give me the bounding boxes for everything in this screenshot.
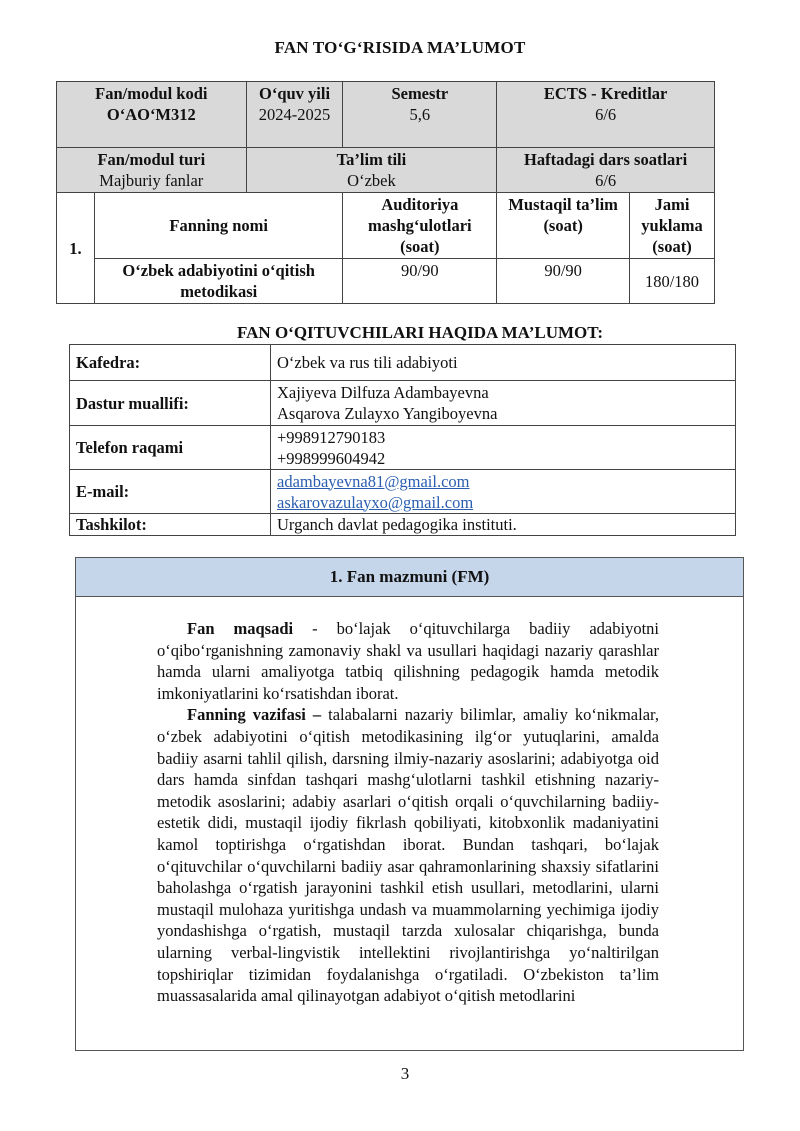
language-value: O‘zbek: [347, 171, 396, 190]
semester-value: 5,6: [409, 105, 431, 124]
auditorium-header: [343, 193, 497, 259]
phone-1: +998912790183: [277, 427, 386, 447]
subject-name-label: Fanning nomi: [169, 216, 268, 235]
module-type-cell: [57, 148, 247, 193]
independent-header: [497, 193, 630, 259]
phone-label: Telefon raqami: [70, 426, 271, 470]
academic-year-cell: [246, 82, 343, 148]
course-content-text: [157, 618, 659, 1007]
total-header: [630, 193, 715, 259]
module-code-cell: [57, 82, 247, 148]
auditorium-value: 90/90: [401, 261, 439, 280]
module-code-label: Fan/modul kodi: [95, 84, 208, 103]
total-value: 180/180: [644, 271, 700, 291]
organization-label: Tashkilot:: [70, 514, 271, 536]
author-cell: [271, 381, 736, 426]
page-heading: FAN TO‘G‘RISIDA MA’LUMOT: [274, 38, 526, 57]
weekly-hours-cell: [497, 148, 715, 193]
course-content-heading: 1. Fan mazmuni (FM): [76, 558, 743, 597]
auditorium-cell: [343, 259, 497, 304]
semester-cell: [343, 82, 497, 148]
language-label: Ta’lim tili: [336, 150, 407, 169]
email-link-1[interactable]: adambayevna81@gmail.com: [277, 471, 470, 491]
phone-2: +998999604942: [277, 448, 386, 468]
department-value: O‘zbek va rus tili adabiyoti: [271, 345, 736, 381]
independent-value: 90/90: [544, 261, 582, 280]
course-info-table: [56, 81, 715, 304]
organization-value: Urganch davlat pedagogika instituti.: [271, 514, 736, 536]
semester-label: Semestr: [391, 84, 449, 103]
teachers-table: [69, 344, 736, 536]
task-title: Fanning vazifasi –: [187, 705, 322, 725]
subject-name-cell: [94, 259, 342, 304]
teachers-heading: FAN O‘QITUVCHILARI HAQIDA MA’LUMOT:: [237, 323, 603, 342]
total-label: Jami yuklama (soat): [641, 195, 703, 256]
goal-paragraph: [157, 618, 659, 704]
independent-cell: [497, 259, 630, 304]
ects-value: 6/6: [595, 105, 617, 124]
page-number: 3: [400, 1064, 410, 1083]
goal-text: - bo‘lajak o‘qituvchilarga badiiy adabiyotni o‘qibo‘rganishning zamonaviy shakl va usullari haqidagi nazariy qarashlar hamda ularni amaliyotga tatbiq qilishning pedagogik hamda metodik imkoniyatlarini ko‘rsatishdan iborat.: [157, 619, 660, 703]
academic-year-label: O‘quv yili: [259, 84, 331, 103]
department-label: Kafedra:: [70, 345, 271, 381]
author-1: Xajiyeva Dilfuza Adambayevna: [277, 383, 489, 402]
subject-name-header: [94, 193, 342, 259]
row-number: 1.: [69, 238, 82, 258]
module-type-label: Fan/modul turi: [97, 150, 206, 169]
module-code-value: O‘AO‘M312: [106, 105, 196, 124]
task-paragraph: [157, 704, 659, 1006]
ects-cell: [497, 82, 715, 148]
weekly-hours-label: Haftadagi dars soatlari: [524, 150, 688, 169]
task-text: talabalarni nazariy bilimlar, amaliy ko‘nikmalar, o‘zbek adabiyotini o‘qitish metodikasining ilg‘or yutuqlarini, amalda badiiy asarni tahlil qilish, darsning ilmiy-nazariy asoslarini; adabiyotga oid dars hamda sinfdan tashqari mashg‘ulotlarni tashkil etishning nazariy-metodik asoslarini; adabiy asarlari o‘qitish orqali o‘quvchilarning badiiy-estetik didi, mustaqil ijodiy fikrlash qobiliyati, kitobxonlik madaniyatini kamol toptirishga o‘rgatishdan iborat. Bundan tashqari, bo‘lajak o‘qituvchilar o‘quvchilarni badiiy asar qahramonlarining shaxsiy sifatlarini baholashga o‘rgatish jarayonini tashkil etish usullari, metodlarini, ularni mustaqil mulohaza yuritishga undash va muammolarning yechimiga ijodiy yondashishga o‘rgatish, mustaqil tarzda xulosalar chiqarishga, bunda ularning verbal-lingvistik intellektini rivojlantirishga yo‘naltirilgan topshiriqlar tizimidan foydalanishga o‘rgatiladi. O‘zbekiston ta’lim muassasalarida amal qilinayotgan adabiyot o‘qitish metodlarini: [157, 705, 659, 1006]
independent-label: Mustaqil ta’lim (soat): [508, 195, 618, 235]
course-content-box: [75, 557, 744, 1051]
language-cell: [246, 148, 497, 193]
author-label: Dastur muallifi:: [70, 381, 271, 426]
auditorium-label: Auditoriya mashg‘ulotlari (soat): [368, 195, 472, 256]
weekly-hours-value: 6/6: [595, 171, 617, 190]
subject-name-value: O‘zbek adabiyotini o‘qitish metodikasi: [122, 261, 315, 301]
goal-title: Fan maqsadi: [187, 619, 294, 638]
total-cell: [630, 259, 715, 304]
module-type-value: Majburiy fanlar: [99, 171, 204, 190]
phone-cell: [271, 426, 736, 470]
row-number-cell: [57, 193, 95, 304]
academic-year-value: 2024-2025: [258, 105, 331, 124]
email-cell: [271, 470, 736, 514]
email-label: E-mail:: [70, 470, 271, 514]
email-link-2[interactable]: askarovazulayxo@gmail.com: [277, 492, 474, 512]
author-2: Asqarova Zulayxo Yangiboyevna: [277, 404, 498, 423]
ects-label: ECTS - Kreditlar: [543, 84, 668, 103]
